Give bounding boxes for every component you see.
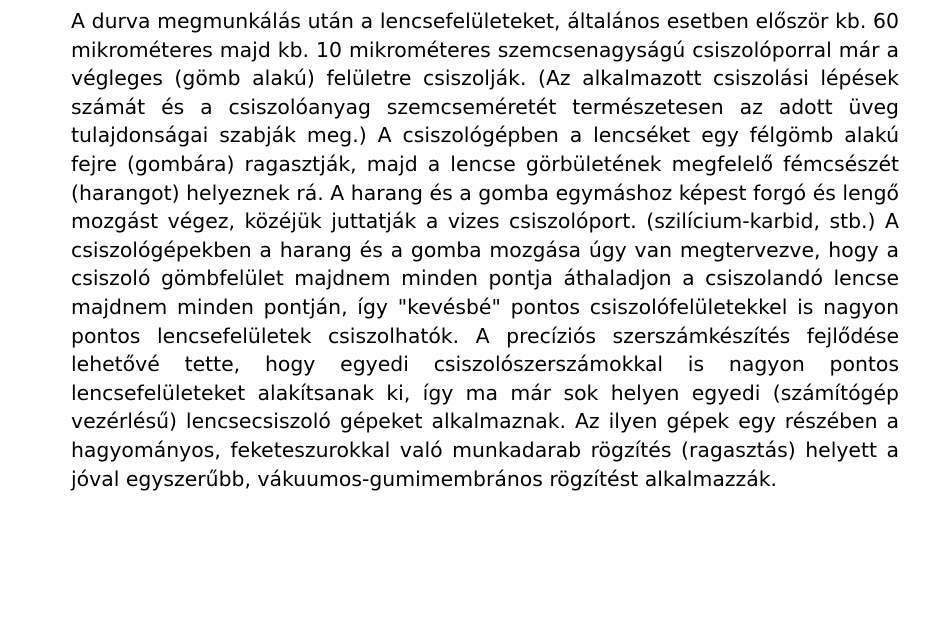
body-paragraph: A durva megmunkálás után a lencsefelületeket, általános esetben először kb. 60 mikrométeres majd kb. 10 mikrométeres szemcsenagyságú csiszolóporral már a végleges (gömb alakú) felületre csiszolják. (Az alkalmazott csiszolási lépések számát és a csiszolóanyag szemcseméretét természetesen az adott üveg tulajdonságai szabják meg.) A csiszológépben a lencséket egy félgömb alakú fejre (gombára) ragasztják, majd a lencse görbületének megfelelő fémcsészét (harangot) helyeznek rá. A harang és a gomba egymáshoz képest forgó és lengő mozgást végez, közéjük juttatják a vizes csiszolóport. (szilícium-karbid, stb.) A csiszológépekben a harang és a gomba mozgása úgy van megtervezve, hogy a csiszoló gömbfelület majdnem minden pontja áthaladjon a csiszolandó lencse majdnem minden pontján, így "kevésbé" pontos csiszolófelületekkel is nagyon pontos lencsefelületek csiszolhatók. A precíziós szerszámkészítés fejlődése lehetővé tette, hogy egyedi csiszolószerszámokkal is nagyon pontos lencsefelületeket alakítsanak ki, így ma már sok helyen egyedi (számítógép vezérlésű) lencsecsiszoló gépeket alkalmaznak. Az ilyen gépek egy részében a hagyományos, feketeszurokkal való munkadarab rögzítés (ragasztás) helyett a jóval egyszerűbb, vákuumos-gumimembrános rögzítést alkalmazzák. [71,9,899,491]
document-page [71,7,899,617]
